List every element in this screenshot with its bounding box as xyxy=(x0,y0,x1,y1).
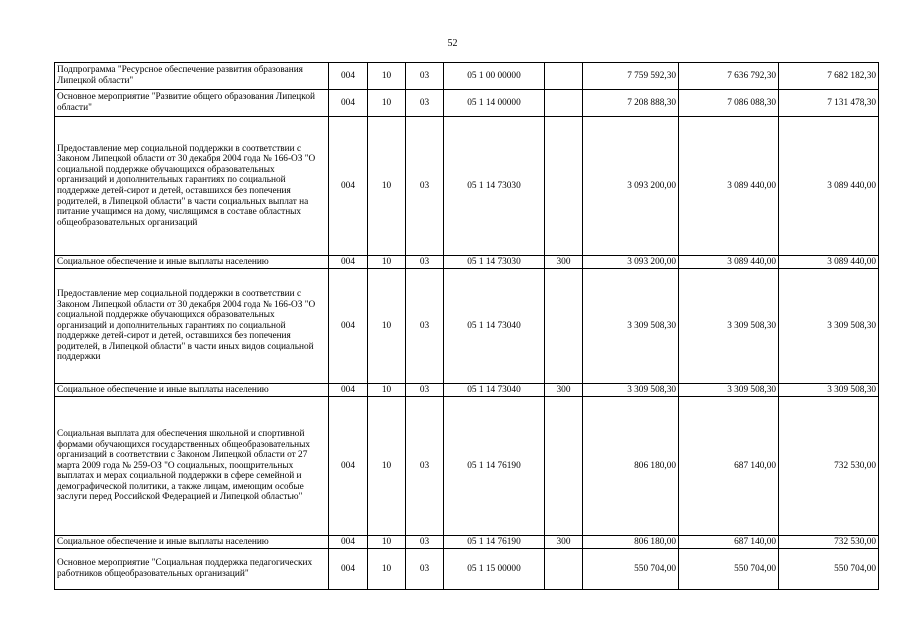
expense-type xyxy=(545,117,583,256)
section-code: 10 xyxy=(368,63,406,90)
ministry-code: 004 xyxy=(329,549,368,590)
subsection-code: 03 xyxy=(406,384,444,397)
table-row xyxy=(55,256,879,269)
section-code: 10 xyxy=(368,549,406,590)
ministry-code: 004 xyxy=(329,384,368,397)
table-row xyxy=(55,549,879,590)
subsection-code: 03 xyxy=(406,269,444,384)
target-article: 05 1 14 73040 xyxy=(444,384,545,397)
expense-type: 300 xyxy=(545,384,583,397)
item-name: Социальное обеспечение и иные выплаты населению xyxy=(55,256,329,269)
target-article: 05 1 14 73030 xyxy=(444,117,545,256)
ministry-code: 004 xyxy=(329,117,368,256)
ministry-code: 004 xyxy=(329,90,368,117)
item-name: Предоставление мер социальной поддержки в соответствии с Законом Липецкой области от 30 декабря 2004 года № 166-ОЗ "О социальной поддержке обучающихся образовательных организаций и дополнительных гарантиях по социальной поддержке детей-сирот и детей, оставшихся без попечения родителей, в Липецкой области" в части социальных выплат на питание учащимся на дому, числящимся в составе областных общеобразовательных организаций xyxy=(55,117,329,256)
ministry-code: 004 xyxy=(329,269,368,384)
target-article: 05 1 14 76190 xyxy=(444,536,545,549)
amount-year-3: 3 089 440,00 xyxy=(779,256,879,269)
item-name: Предоставление мер социальной поддержки в соответствии с Законом Липецкой области от 30 декабря 2004 года № 166-ОЗ "О социальной поддержке обучающихся образовательных организаций и дополнительных гарантиях по социальной поддержке детей-сирот и детей, оставшихся без попечения родителей, в Липецкой области" в части иных видов социальной поддержки xyxy=(55,269,329,384)
expense-type xyxy=(545,269,583,384)
target-article: 05 1 14 73030 xyxy=(444,256,545,269)
table-row xyxy=(55,397,879,536)
amount-year-2: 3 089 440,00 xyxy=(679,256,779,269)
amount-year-3: 3 309 508,30 xyxy=(779,269,879,384)
amount-year-1: 3 309 508,30 xyxy=(583,384,679,397)
item-name: Социальное обеспечение и иные выплаты населению xyxy=(55,384,329,397)
expense-type xyxy=(545,549,583,590)
page-number: 52 xyxy=(447,38,458,49)
table-body xyxy=(55,63,879,590)
amount-year-3: 7 682 182,30 xyxy=(779,63,879,90)
target-article: 05 1 14 00000 xyxy=(444,90,545,117)
section-code: 10 xyxy=(368,117,406,256)
amount-year-2: 687 140,00 xyxy=(679,397,779,536)
subsection-code: 03 xyxy=(406,117,444,256)
expense-type xyxy=(545,63,583,90)
budget-table xyxy=(54,62,879,590)
amount-year-2: 3 309 508,30 xyxy=(679,269,779,384)
expense-type: 300 xyxy=(545,536,583,549)
table-row xyxy=(55,90,879,117)
subsection-code: 03 xyxy=(406,63,444,90)
target-article: 05 1 00 00000 xyxy=(444,63,545,90)
amount-year-2: 687 140,00 xyxy=(679,536,779,549)
item-name: Подпрограмма "Ресурсное обеспечение развития образования Липецкой области" xyxy=(55,63,329,90)
target-article: 05 1 14 76190 xyxy=(444,397,545,536)
table-row xyxy=(55,536,879,549)
item-name: Основное мероприятие "Развитие общего образования Липецкой области" xyxy=(55,90,329,117)
amount-year-2: 3 309 508,30 xyxy=(679,384,779,397)
table-row xyxy=(55,117,879,256)
amount-year-1: 3 093 200,00 xyxy=(583,256,679,269)
item-name: Основное мероприятие "Социальная поддержка педагогических работников общеобразовательных организаций" xyxy=(55,549,329,590)
ministry-code: 004 xyxy=(329,256,368,269)
amount-year-1: 7 759 592,30 xyxy=(583,63,679,90)
item-name: Социальная выплата для обеспечения школьной и спортивной формами обучающихся государственных общеобразовательных организаций в соответствии с Законом Липецкой области от 27 марта 2009 года № 259-ОЗ "О социальных, поощрительных выплатах и мерах социальной поддержки в сфере семейной и демографической политики, а также лицам, имеющим особые заслуги перед Российской Федерацией и Липецкой областью" xyxy=(55,397,329,536)
subsection-code: 03 xyxy=(406,256,444,269)
subsection-code: 03 xyxy=(406,90,444,117)
amount-year-3: 550 704,00 xyxy=(779,549,879,590)
section-code: 10 xyxy=(368,256,406,269)
subsection-code: 03 xyxy=(406,536,444,549)
amount-year-2: 7 636 792,30 xyxy=(679,63,779,90)
amount-year-3: 7 131 478,30 xyxy=(779,90,879,117)
expense-type: 300 xyxy=(545,256,583,269)
item-name: Социальное обеспечение и иные выплаты населению xyxy=(55,536,329,549)
section-code: 10 xyxy=(368,397,406,536)
amount-year-2: 3 089 440,00 xyxy=(679,117,779,256)
section-code: 10 xyxy=(368,384,406,397)
amount-year-3: 3 089 440,00 xyxy=(779,117,879,256)
table-row xyxy=(55,269,879,384)
target-article: 05 1 15 00000 xyxy=(444,549,545,590)
target-article: 05 1 14 73040 xyxy=(444,269,545,384)
amount-year-2: 550 704,00 xyxy=(679,549,779,590)
amount-year-1: 806 180,00 xyxy=(583,397,679,536)
amount-year-1: 550 704,00 xyxy=(583,549,679,590)
amount-year-1: 3 309 508,30 xyxy=(583,269,679,384)
amount-year-1: 806 180,00 xyxy=(583,536,679,549)
amount-year-2: 7 086 088,30 xyxy=(679,90,779,117)
subsection-code: 03 xyxy=(406,397,444,536)
subsection-code: 03 xyxy=(406,549,444,590)
amount-year-1: 7 208 888,30 xyxy=(583,90,679,117)
ministry-code: 004 xyxy=(329,63,368,90)
table-row xyxy=(55,384,879,397)
table-row xyxy=(55,63,879,90)
amount-year-3: 732 530,00 xyxy=(779,397,879,536)
section-code: 10 xyxy=(368,536,406,549)
section-code: 10 xyxy=(368,269,406,384)
amount-year-1: 3 093 200,00 xyxy=(583,117,679,256)
ministry-code: 004 xyxy=(329,536,368,549)
section-code: 10 xyxy=(368,90,406,117)
expense-type xyxy=(545,90,583,117)
amount-year-3: 3 309 508,30 xyxy=(779,384,879,397)
ministry-code: 004 xyxy=(329,397,368,536)
amount-year-3: 732 530,00 xyxy=(779,536,879,549)
expense-type xyxy=(545,397,583,536)
